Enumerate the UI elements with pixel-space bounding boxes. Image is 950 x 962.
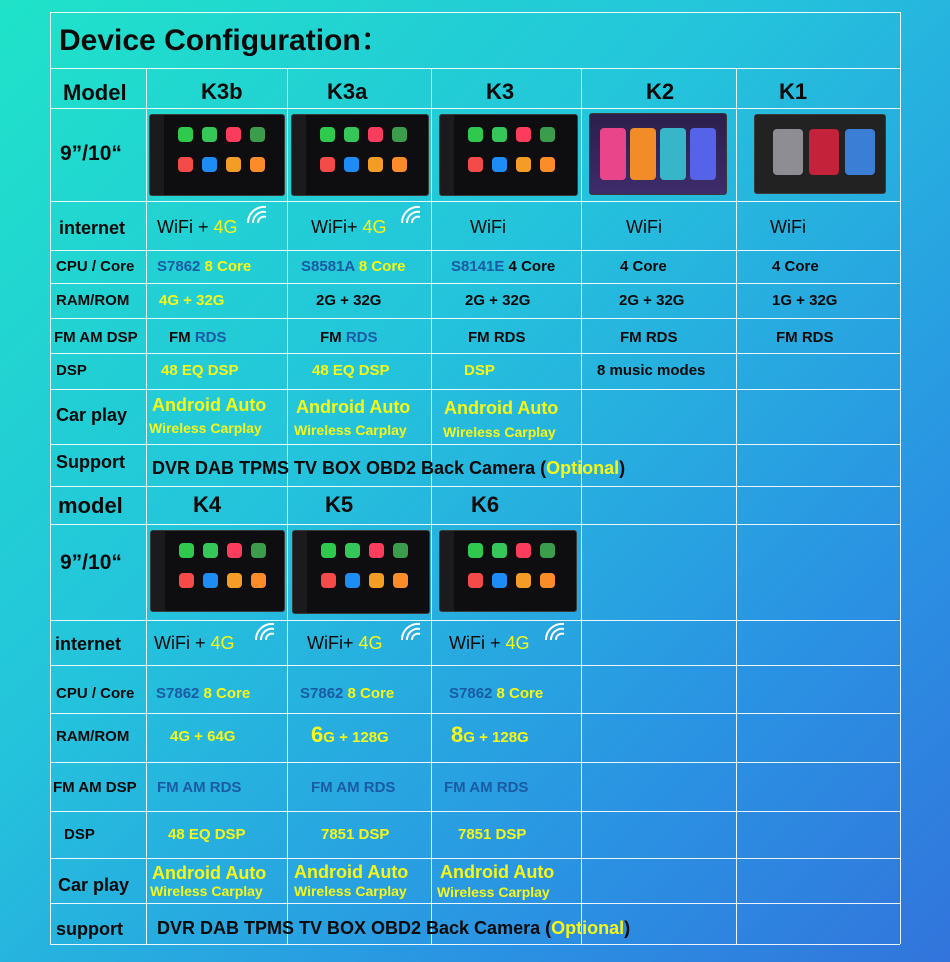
row-label-support-2: support — [56, 919, 123, 939]
internet-k6-4g: 4G — [505, 633, 530, 653]
row-label-carplay-2: Car play — [58, 875, 130, 895]
carplay-k5-android: Android Auto — [294, 862, 409, 882]
dsp-k3a: 48 EQ DSP — [312, 362, 390, 379]
model-k6: K6 — [471, 492, 500, 517]
cpu-core-k5: 8 Core — [343, 685, 395, 702]
page-title: Device Configuration： — [59, 24, 391, 57]
carplay-k3-android: Android Auto — [444, 398, 559, 418]
support-close: ) — [619, 458, 626, 478]
fm-k3: FM RDS — [468, 329, 526, 346]
model-k3a: K3a — [327, 79, 368, 104]
internet-k5: WiFi+ — [307, 633, 359, 653]
fm-k5: FM AM RDS — [311, 779, 396, 796]
support-optional: Optional — [546, 458, 620, 478]
ram-k5: G + 128G — [323, 729, 389, 746]
internet-k5-4g: 4G — [358, 633, 383, 653]
ram-k2: 2G + 32G — [619, 292, 685, 309]
dsp-k6: 7851 DSP — [458, 826, 527, 843]
internet-k3: WiFi — [470, 217, 506, 237]
support-close-2: ) — [624, 918, 631, 938]
wifi-icon — [398, 203, 424, 225]
carplay-k4-android: Android Auto — [152, 863, 267, 883]
internet-k3b: WiFi + — [157, 217, 214, 237]
device-screen-k6 — [439, 530, 577, 612]
model-k5: K5 — [325, 492, 354, 517]
ram-k3: 2G + 32G — [465, 292, 531, 309]
support-text: DVR DAB TPMS TV BOX OBD2 Back Camera ( — [152, 458, 547, 478]
row-label-fm: FM AM DSP — [54, 329, 138, 346]
model-k4: K4 — [193, 492, 222, 517]
fm-k3b: FM — [169, 329, 195, 346]
cpu-chip-k3: S8141E — [451, 258, 505, 275]
carplay-k3b-wireless: Wireless Carplay — [149, 420, 262, 436]
ram-k5-big: 6 — [311, 722, 324, 747]
row-label-cpu: CPU / Core — [56, 258, 135, 275]
row-label-support: Support — [56, 452, 125, 472]
cpu-chip-k4: S7862 — [156, 685, 200, 702]
ram-k4: 4G + 64G — [170, 728, 236, 745]
internet-k4-4g: 4G — [210, 633, 235, 653]
internet-k3a: WiFi+ — [311, 217, 363, 237]
row-label-model-2: model — [58, 493, 123, 518]
ram-k1: 1G + 32G — [772, 292, 838, 309]
row-label-ram: RAM/ROM — [56, 292, 130, 309]
cpu-chip-k3b: S7862 — [157, 258, 201, 275]
internet-k1: WiFi — [770, 217, 806, 237]
carplay-k4-wireless: Wireless Carplay — [150, 883, 263, 899]
model-k2: K2 — [646, 79, 675, 104]
row-label-dsp: DSP — [56, 362, 87, 379]
fm-k4: FM AM RDS — [157, 779, 242, 796]
dsp-k4: 48 EQ DSP — [168, 826, 246, 843]
dsp-k3: DSP — [464, 362, 495, 379]
dsp-k2: 8 music modes — [597, 362, 706, 379]
carplay-k3b-android: Android Auto — [152, 395, 267, 415]
wifi-icon — [244, 203, 270, 225]
device-screen-k1 — [754, 114, 886, 194]
internet-k2: WiFi — [626, 217, 662, 237]
row-label-ram-2: RAM/ROM — [56, 728, 130, 745]
cpu-core-k3b: 8 Core — [200, 258, 252, 275]
carplay-k5-wireless: Wireless Carplay — [294, 883, 407, 899]
internet-k4: WiFi + — [154, 633, 211, 653]
cpu-core-k6: 8 Core — [492, 685, 544, 702]
carplay-k3a-wireless: Wireless Carplay — [294, 422, 407, 438]
device-screen-k2 — [589, 113, 727, 195]
wifi-icon — [398, 620, 424, 642]
wifi-icon — [542, 620, 568, 642]
wifi-icon — [252, 620, 278, 642]
row-label-size-2: 9”/10“ — [60, 551, 122, 574]
row-label-internet: internet — [59, 218, 126, 238]
cpu-core-k1: 4 Core — [772, 258, 819, 275]
device-screen-k5 — [292, 530, 430, 614]
fm-k3a: FM — [320, 329, 346, 346]
support-text-2: DVR DAB TPMS TV BOX OBD2 Back Camera ( — [157, 918, 552, 938]
cpu-core-k3a: 8 Core — [354, 258, 406, 275]
ram-k3a: 2G + 32G — [316, 292, 382, 309]
dsp-k5: 7851 DSP — [321, 826, 390, 843]
row-label-model: Model — [63, 80, 127, 105]
fm-k3b-rds: RDS — [194, 329, 227, 346]
fm-k6: FM AM RDS — [444, 779, 529, 796]
cpu-core-k4: 8 Core — [199, 685, 251, 702]
device-screen-k3a — [291, 114, 429, 196]
row-label-carplay: Car play — [56, 405, 128, 425]
ram-k3b: 4G + 32G — [159, 292, 225, 309]
model-k3b: K3b — [201, 79, 243, 104]
cpu-core-k3: 4 Core — [504, 258, 556, 275]
carplay-k6-wireless: Wireless Carplay — [437, 884, 550, 900]
model-k3: K3 — [486, 79, 515, 104]
fm-k1: FM RDS — [776, 329, 834, 346]
device-screen-k4 — [150, 530, 285, 612]
row-label-internet-2: internet — [55, 634, 122, 654]
fm-k3a-rds: RDS — [345, 329, 378, 346]
ram-k6: G + 128G — [463, 729, 529, 746]
row-label-dsp-2: DSP — [64, 826, 95, 843]
carplay-k3-wireless: Wireless Carplay — [443, 424, 556, 440]
internet-k3b-4g: 4G — [213, 217, 238, 237]
row-label-fm-2: FM AM DSP — [53, 779, 137, 796]
cpu-chip-k6: S7862 — [449, 685, 493, 702]
internet-k3a-4g: 4G — [362, 217, 387, 237]
cpu-core-k2: 4 Core — [620, 258, 667, 275]
cpu-chip-k5: S7862 — [300, 685, 344, 702]
model-k1: K1 — [779, 79, 808, 104]
ram-k6-big: 8 — [451, 722, 464, 747]
internet-k6: WiFi + — [449, 633, 506, 653]
support-optional-2: Optional — [551, 918, 625, 938]
row-label-cpu-2: CPU / Core — [56, 685, 135, 702]
device-screen-k3b — [149, 114, 285, 196]
dsp-k3b: 48 EQ DSP — [161, 362, 239, 379]
row-label-size: 9”/10“ — [60, 142, 122, 165]
carplay-k6-android: Android Auto — [440, 862, 555, 882]
fm-k2: FM RDS — [620, 329, 678, 346]
carplay-k3a-android: Android Auto — [296, 397, 411, 417]
device-screen-k3 — [439, 114, 578, 196]
cpu-chip-k3a: S8581A — [301, 258, 355, 275]
